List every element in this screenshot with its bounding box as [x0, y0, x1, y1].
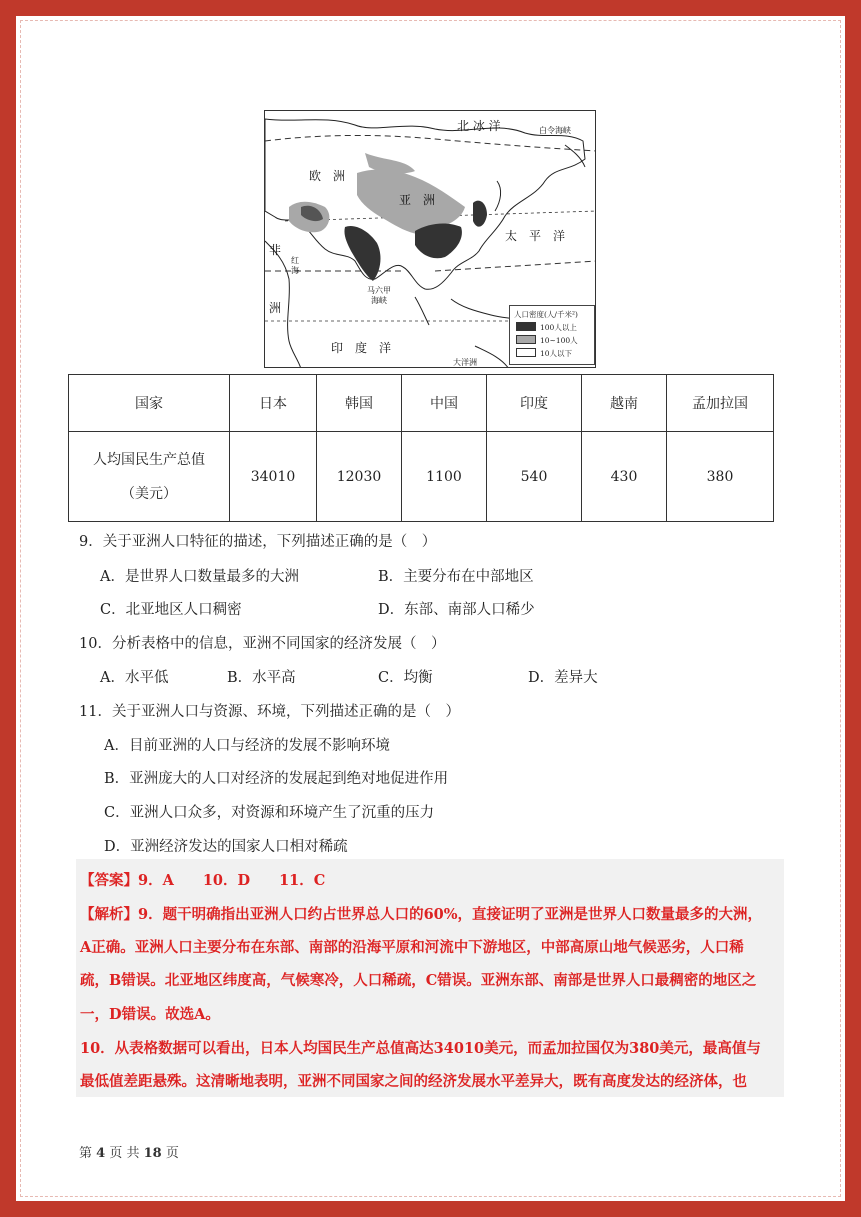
table-cell-value: 12030 — [317, 432, 402, 522]
table-header-gnp-line1: 人均国民生产总值 — [93, 451, 205, 468]
table-header-gnp-line2: （美元） — [121, 485, 177, 502]
question-9-option-b: B．主要分布在中部地区 — [378, 569, 534, 585]
question-10-stem: 10．分析表格中的信息，亚洲不同国家的经济发展（ ） — [79, 636, 446, 652]
analysis-line-3: 疏，B错误。北亚地区纬度高，气候寒冷，人口稀疏，C错误。亚洲东部、南部是世界人口最稠密的地区之 — [80, 972, 757, 989]
question-9-option-d: D．东部、南部人口稀少 — [378, 602, 535, 618]
question-10-option-b: B．水平高 — [227, 670, 296, 686]
question-11-option-d: D．亚洲经济发达的国家人口相对稀疏 — [104, 839, 348, 855]
footer-page-number: 4 — [96, 1146, 106, 1161]
table-cell-value: 380 — [667, 432, 774, 522]
table-cell-value: 34010 — [230, 432, 317, 522]
table-cell-value: 1100 — [402, 432, 487, 522]
map-label-africa-2: 洲 — [269, 301, 282, 315]
page-footer — [79, 1142, 179, 1161]
table-header-country: 国家 — [69, 375, 230, 432]
question-10-option-a: A．水平低 — [100, 670, 169, 686]
legend-title: 人口密度(人/千米²) — [514, 310, 578, 319]
asia-population-density-map — [264, 110, 596, 368]
analysis-line-4: 一，D错误。故选A。 — [80, 1006, 220, 1023]
legend-label-high: 100人以上 — [540, 323, 577, 332]
map-label-malacca-1: 马六甲 — [367, 286, 391, 295]
map-label-malacca-2: 海峡 — [371, 296, 387, 305]
analysis-line-2: A正确。亚洲人口主要分布在东部、南部的沿海平原和河流中下游地区，中部高原山地气候恶劣，人口稀 — [80, 939, 744, 956]
analysis-tag: 【解析】 — [80, 906, 138, 923]
question-10-option-c: C．均衡 — [378, 670, 433, 686]
question-9-option-a: A．是世界人口数量最多的大洲 — [100, 569, 299, 585]
table-cell-country: 中国 — [402, 375, 487, 432]
table-cell-value: 430 — [582, 432, 667, 522]
table-row-countries — [69, 375, 774, 432]
map-label-asia: 亚 洲 — [399, 193, 436, 207]
map-label-bering-strait: 白令海峡 — [539, 126, 571, 135]
analysis-text-1: 9．题干明确指出亚洲人口约占世界总人口的60%，直接证明了亚洲是世界人口数量最多的大洲， — [138, 906, 763, 923]
question-11-option-a: A．目前亚洲的人口与经济的发展不影响环境 — [104, 738, 390, 754]
map-label-oceania: 大洋洲 — [453, 358, 477, 367]
answer-text: 9．A 10．D 11．C — [138, 872, 326, 889]
question-9-option-c: C．北亚地区人口稠密 — [100, 602, 242, 618]
answer-analysis-box — [76, 859, 784, 1097]
legend-swatch-high — [516, 322, 536, 331]
question-11-option-c: C．亚洲人口众多，对资源和环境产生了沉重的压力 — [104, 805, 435, 821]
map-label-red-sea-2: 海 — [291, 266, 299, 275]
answer-line — [80, 869, 325, 890]
footer-post: 页 — [165, 1146, 179, 1161]
table-cell-value: 540 — [487, 432, 582, 522]
answer-tag: 【答案】 — [80, 872, 138, 889]
table-cell-country: 孟加拉国 — [667, 375, 774, 432]
map-label-africa-1: 非 — [269, 243, 282, 257]
legend-label-low: 10人以下 — [540, 349, 573, 358]
table-cell-country: 越南 — [582, 375, 667, 432]
analysis-line-1 — [80, 903, 762, 924]
map-legend — [509, 305, 595, 365]
question-11-stem: 11．关于亚洲人口与资源、环境，下列描述正确的是（ ） — [79, 704, 460, 720]
map-label-europe: 欧 洲 — [309, 169, 346, 183]
legend-label-medium: 10~100人 — [540, 336, 578, 345]
map-label-arctic-ocean: 北 冰 洋 — [457, 119, 501, 133]
analysis-line-5: 10．从表格数据可以看出，日本人均国民生产总值高达34010美元，而孟加拉国仅为380美元，最高值与 — [80, 1040, 761, 1057]
table-cell-country: 印度 — [487, 375, 582, 432]
gnp-per-capita-table — [68, 374, 774, 522]
question-11-option-b: B．亚洲庞大的人口对经济的发展起到绝对地促进作用 — [104, 771, 449, 787]
map-label-indian-ocean: 印 度 洋 — [331, 341, 392, 355]
map-label-red-sea-1: 红 — [291, 256, 299, 265]
table-cell-country: 韩国 — [317, 375, 402, 432]
table-row-gnp — [69, 432, 774, 522]
footer-pre: 第 — [79, 1146, 93, 1161]
legend-swatch-medium — [516, 335, 536, 344]
footer-mid: 页 共 — [109, 1146, 140, 1161]
table-cell-country: 日本 — [230, 375, 317, 432]
legend-swatch-low — [516, 348, 536, 357]
table-header-gnp — [69, 432, 230, 522]
question-10-option-d: D．差异大 — [528, 670, 598, 686]
map-label-pacific-ocean: 太 平 洋 — [505, 229, 566, 243]
footer-total-pages: 18 — [143, 1146, 162, 1161]
analysis-line-6: 最低值差距悬殊。这清晰地表明，亚洲不同国家之间的经济发展水平差异大，既有高度发达的经济体，也 — [80, 1073, 747, 1090]
question-9-stem: 9．关于亚洲人口特征的描述，下列描述正确的是（ ） — [79, 534, 437, 550]
